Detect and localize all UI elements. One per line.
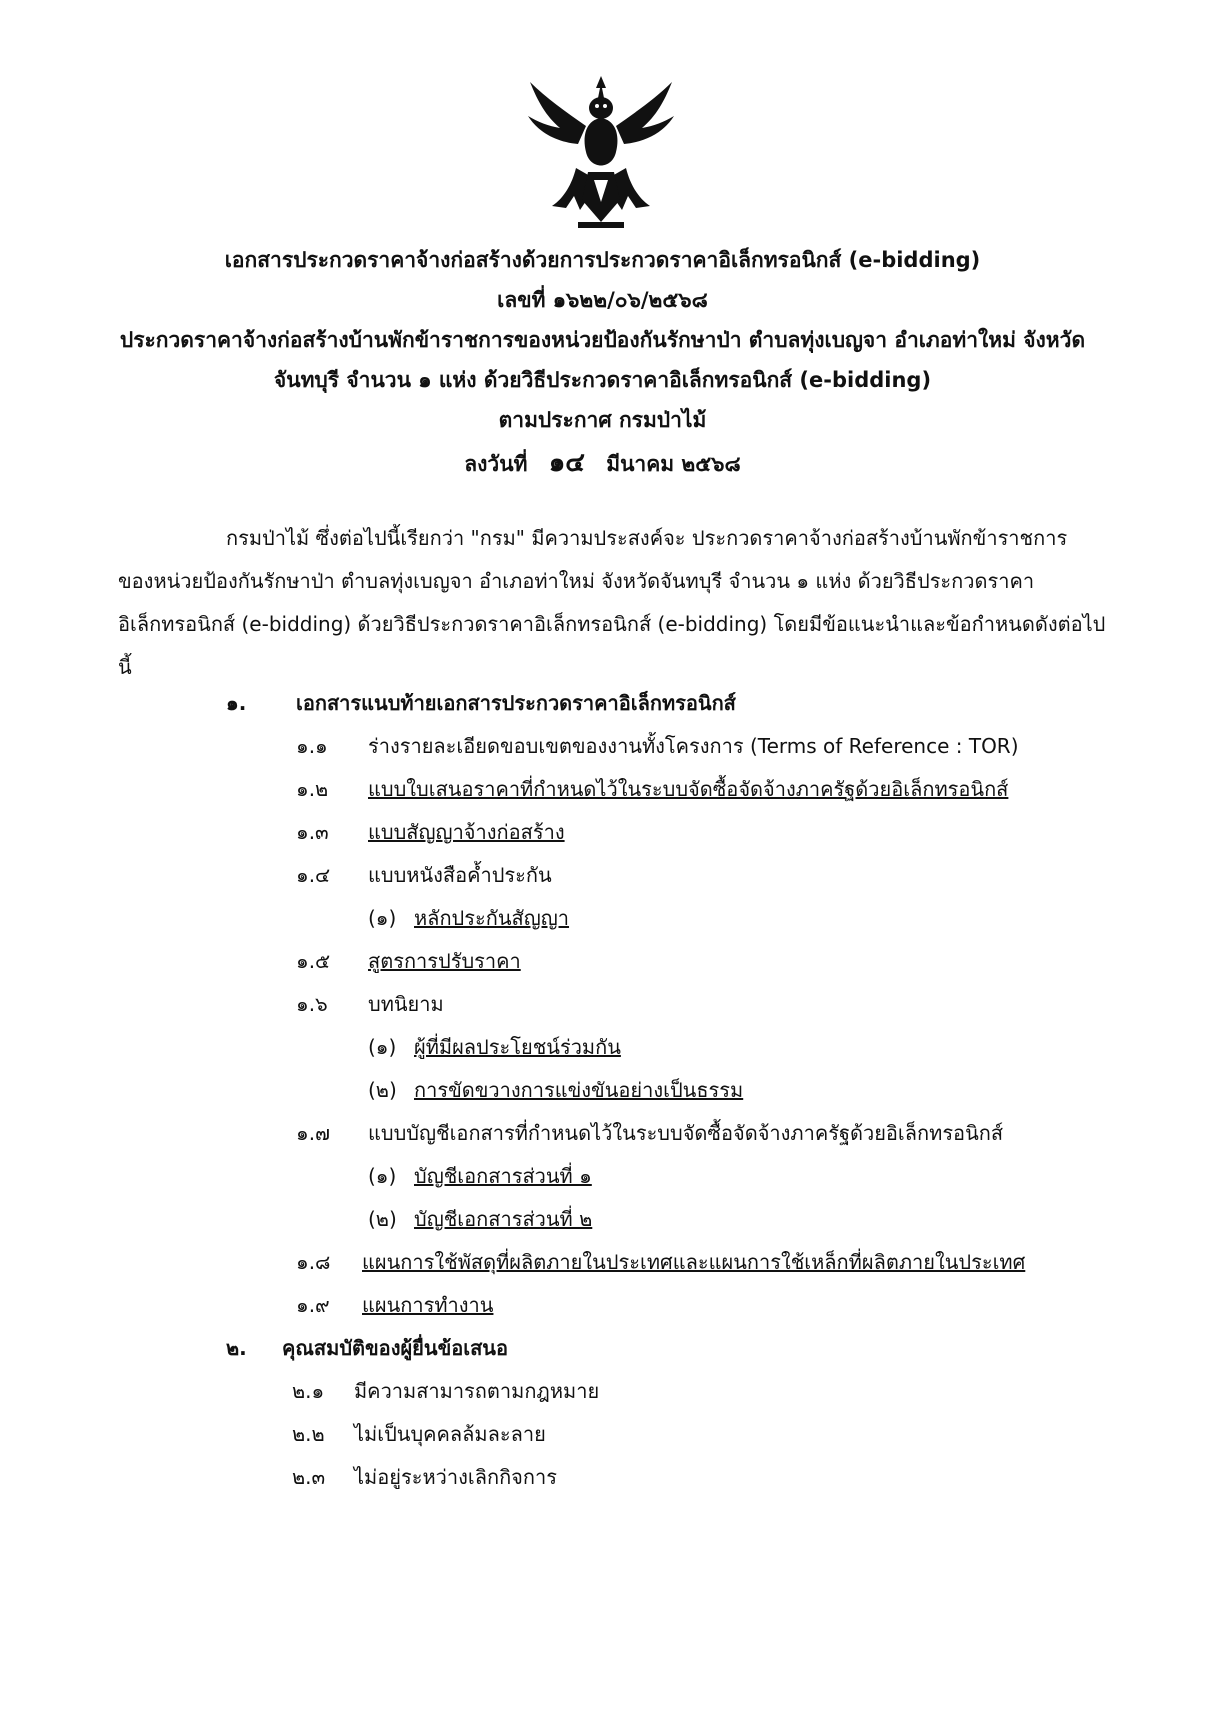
document-title: เอกสารประกวดราคาจ้างก่อสร้างด้วยการประกวดราคาอิเล็กทรอนิกส์ (e-bidding) (224, 248, 981, 272)
subject-line-2: จันทบุรี จำนวน ๑ แห่ง ด้วยวิธีประกวดราคาอิเล็กทรอนิกส์ (e-bidding) (273, 368, 932, 392)
intro-line-3: อิเล็กทรอนิกส์ (e-bidding) ด้วยวิธีประกวดราคาอิเล็กทรอนิกส์ (e-bidding) โดยมีข้อแนะนำและข้อกำหนดดังต่อไป (118, 612, 1106, 636)
item-link: บัญชีเอกสารส่วนที่ ๒ (414, 1207, 593, 1231)
date-line (0, 442, 1205, 483)
date-month-year: มีนาคม ๒๕๖๘ (606, 452, 741, 476)
intro-line-2: ของหน่วยป้องกันรักษาป่า ตำบลทุ่งเบญจา อำเภอท่าใหม่ จังหวัดจันทบุรี จำนวน ๑ แห่ง ด้วยวิธีประกวดราคา (118, 569, 1035, 593)
item-link: แผนการทำงาน (362, 1293, 494, 1317)
section-1-title: เอกสารแนบท้ายเอกสารประกวดราคาอิเล็กทรอนิกส์ (296, 691, 736, 715)
item-number: ๑.๓ (296, 820, 329, 844)
date-day: ๑๔ (548, 448, 585, 478)
item-link: ผู้ที่มีผลประโยชน์ร่วมกัน (414, 1035, 621, 1059)
item-number: ๑.๙ (296, 1293, 330, 1317)
document-number: เลขที่ ๑๖๒๒/๐๖/๒๕๖๘ (497, 288, 708, 312)
announcement-line: ตามประกาศ กรมป่าไม้ (498, 408, 707, 432)
item-text: ร่างรายละเอียดขอบเขตของงานทั้งโครงการ (Terms of Reference : TOR) (368, 734, 1019, 758)
subitem-number: (๑) (368, 1164, 397, 1188)
item-text: แบบหนังสือค้ำประกัน (368, 863, 552, 887)
item-number: ๑.๕ (296, 949, 331, 973)
item-number: ๑.๘ (296, 1250, 331, 1274)
section-2-number: ๒. (226, 1336, 247, 1360)
item-link: หลักประกันสัญญา (414, 906, 570, 930)
subitem-number: (๒) (368, 1207, 397, 1231)
date-prefix: ลงวันที่ (464, 452, 528, 476)
item-number: ๒.๒ (292, 1422, 325, 1446)
section-1-number: ๑. (226, 691, 247, 715)
item-number: ๑.๑ (296, 734, 328, 758)
item-text: ไม่อยู่ระหว่างเลิกกิจการ (354, 1465, 557, 1489)
item-number: ๑.๒ (296, 777, 329, 801)
intro-line-4: นี้ (118, 655, 132, 679)
item-number: ๒.๑ (292, 1379, 325, 1403)
item-link: บัญชีเอกสารส่วนที่ ๑ (414, 1164, 592, 1188)
section-2-title: คุณสมบัติของผู้ยื่นข้อเสนอ (282, 1336, 508, 1360)
item-text: บทนิยาม (368, 992, 444, 1016)
subject-line-1: ประกวดราคาจ้างก่อสร้างบ้านพักข้าราชการของหน่วยป้องกันรักษาป่า ตำบลทุ่งเบญจา อำเภอท่าใหม่ จังหวัด (119, 328, 1086, 352)
intro-line-1: กรมป่าไม้ ซึ่งต่อไปนี้เรียกว่า "กรม" มีความประสงค์จะ ประกวดราคาจ้างก่อสร้างบ้านพักข้าราชการ (226, 526, 1068, 550)
item-link: แผนการใช้พัสดุที่ผลิตภายในประเทศและแผนการใช้เหล็กที่ผลิตภายในประเทศ (362, 1250, 1026, 1274)
item-link: การขัดขวางการแข่งขันอย่างเป็นธรรม (414, 1078, 744, 1102)
subitem-number: (๑) (368, 906, 397, 930)
item-text: แบบบัญชีเอกสารที่กำหนดไว้ในระบบจัดซื้อจัดจ้างภาครัฐด้วยอิเล็กทรอนิกส์ (368, 1121, 1004, 1145)
item-link: สูตรการปรับราคา (368, 949, 521, 973)
subitem-number: (๒) (368, 1078, 397, 1102)
item-number: ๒.๓ (292, 1465, 326, 1489)
item-link: แบบสัญญาจ้างก่อสร้าง (368, 820, 565, 844)
subitem-number: (๑) (368, 1035, 397, 1059)
item-number: ๑.๗ (296, 1121, 331, 1145)
item-link: แบบใบเสนอราคาที่กำหนดไว้ในระบบจัดซื้อจัดจ้างภาครัฐด้วยอิเล็กทรอนิกส์ (368, 777, 1009, 801)
garuda-emblem-icon (516, 72, 686, 232)
item-number: ๑.๖ (296, 992, 328, 1016)
item-text: ไม่เป็นบุคคลล้มละลาย (354, 1422, 546, 1446)
item-number: ๑.๔ (296, 863, 331, 887)
item-text: มีความสามารถตามกฎหมาย (354, 1379, 600, 1403)
